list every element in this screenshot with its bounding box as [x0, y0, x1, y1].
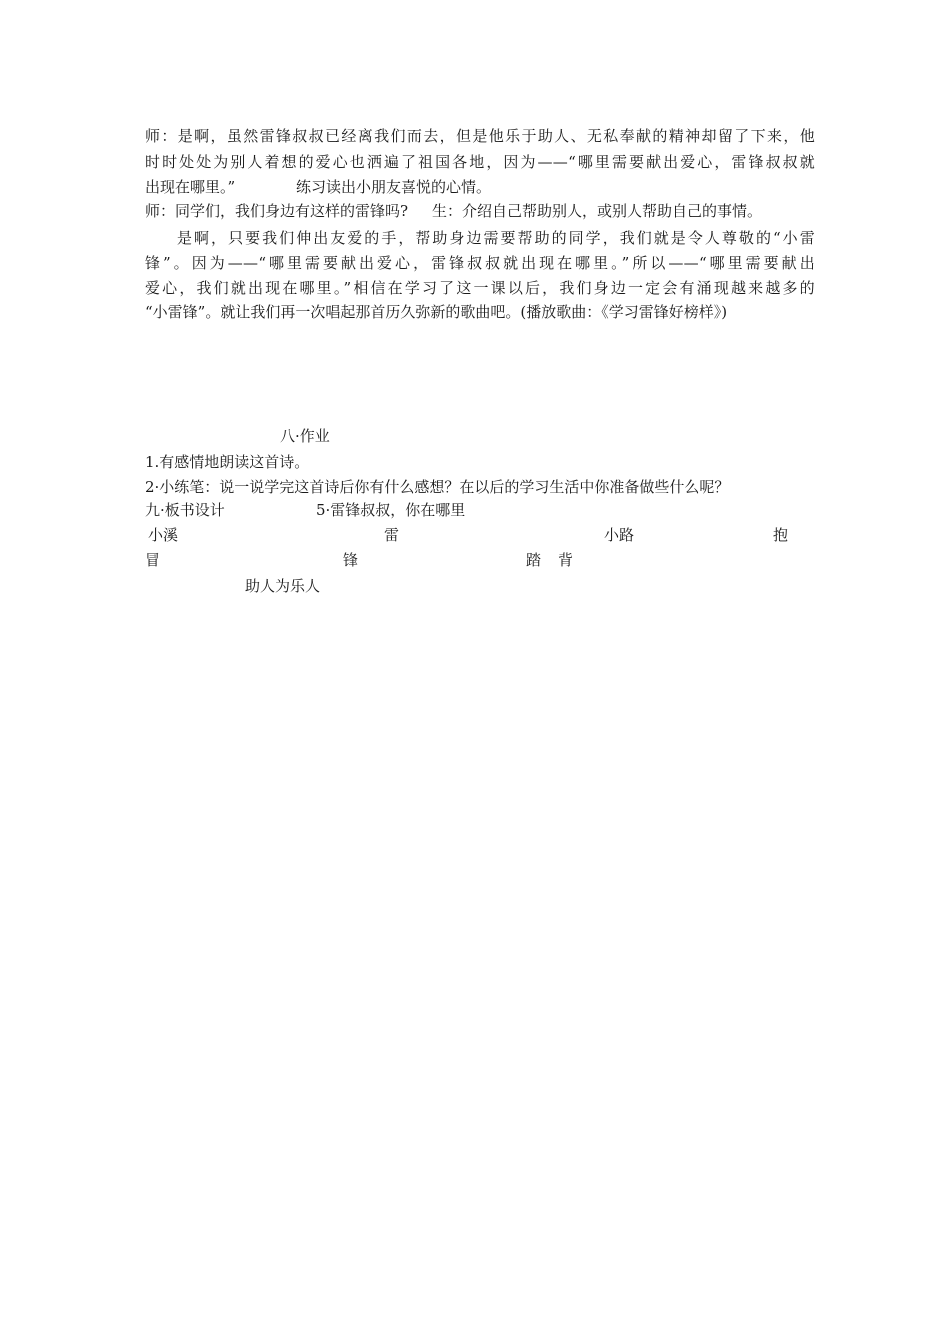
board-row-2-col-4: 背: [558, 551, 574, 569]
board-row-2-col-2: 锋: [343, 551, 359, 569]
paragraph-3-line-1: 是啊，只要我们伸出友爱的手，帮助身边需要帮助的同学，我们就是令人尊敬的“小雷: [177, 229, 815, 247]
teacher-question: 师：同学们，我们身边有这样的雷锋吗?: [145, 202, 409, 220]
paragraph-1-line-3b: 练习读出小朋友喜悦的心情。: [296, 178, 492, 196]
paragraph-1-line-2: 时时处处为别人着想的爱心也洒遍了祖国各地，因为——“哪里需要献出爱心，雷锋叔叔就: [145, 153, 815, 171]
paragraph-3-line-4: “小雷锋”。就让我们再一次唱起那首历久弥新的歌曲吧。(播放歌曲：《学习雷锋好榜样》): [145, 303, 728, 321]
homework-item-2: 2·小练笔：说一说学完这首诗后你有什么感想？在以后的学习生活中你准备做些什么呢？: [145, 478, 730, 496]
paragraph-3-line-2: 锋”。因为——“哪里需要献出爱心，雷锋叔叔就出现在哪里。”所以——“哪里需要献出: [145, 254, 815, 272]
paragraph-1-line-3a: 出现在哪里。”: [145, 178, 236, 196]
board-row-1-col-4: 抱: [773, 526, 789, 544]
board-row-1-col-1: 小溪: [148, 526, 179, 544]
paragraph-3-line-3: 爱心，我们就出现在哪里。”相信在学习了这一课以后，我们身边一定会有涌现越来越多的: [145, 279, 815, 297]
student-response: 生：介绍自己帮助别人，或别人帮助自己的事情。: [432, 202, 763, 220]
homework-item-1: 1.有感情地朗读这首诗。: [145, 453, 310, 471]
board-title: 5·雷锋叔叔，你在哪里: [316, 501, 466, 519]
homework-heading: 八·作业: [280, 427, 330, 445]
paragraph-1-line-1: 师：是啊，虽然雷锋叔叔已经离我们而去，但是他乐于助人、无私奉献的精神却留了下来，他: [145, 127, 815, 145]
board-row-2-col-3: 踏: [526, 551, 542, 569]
board-row-1-col-3: 小路: [604, 526, 635, 544]
board-row-2-col-1: 冒: [145, 551, 161, 569]
board-row-1-col-2: 雷: [384, 526, 400, 544]
board-row-3: 助人为乐人: [245, 577, 321, 595]
board-heading: 九·板书设计: [145, 501, 225, 519]
